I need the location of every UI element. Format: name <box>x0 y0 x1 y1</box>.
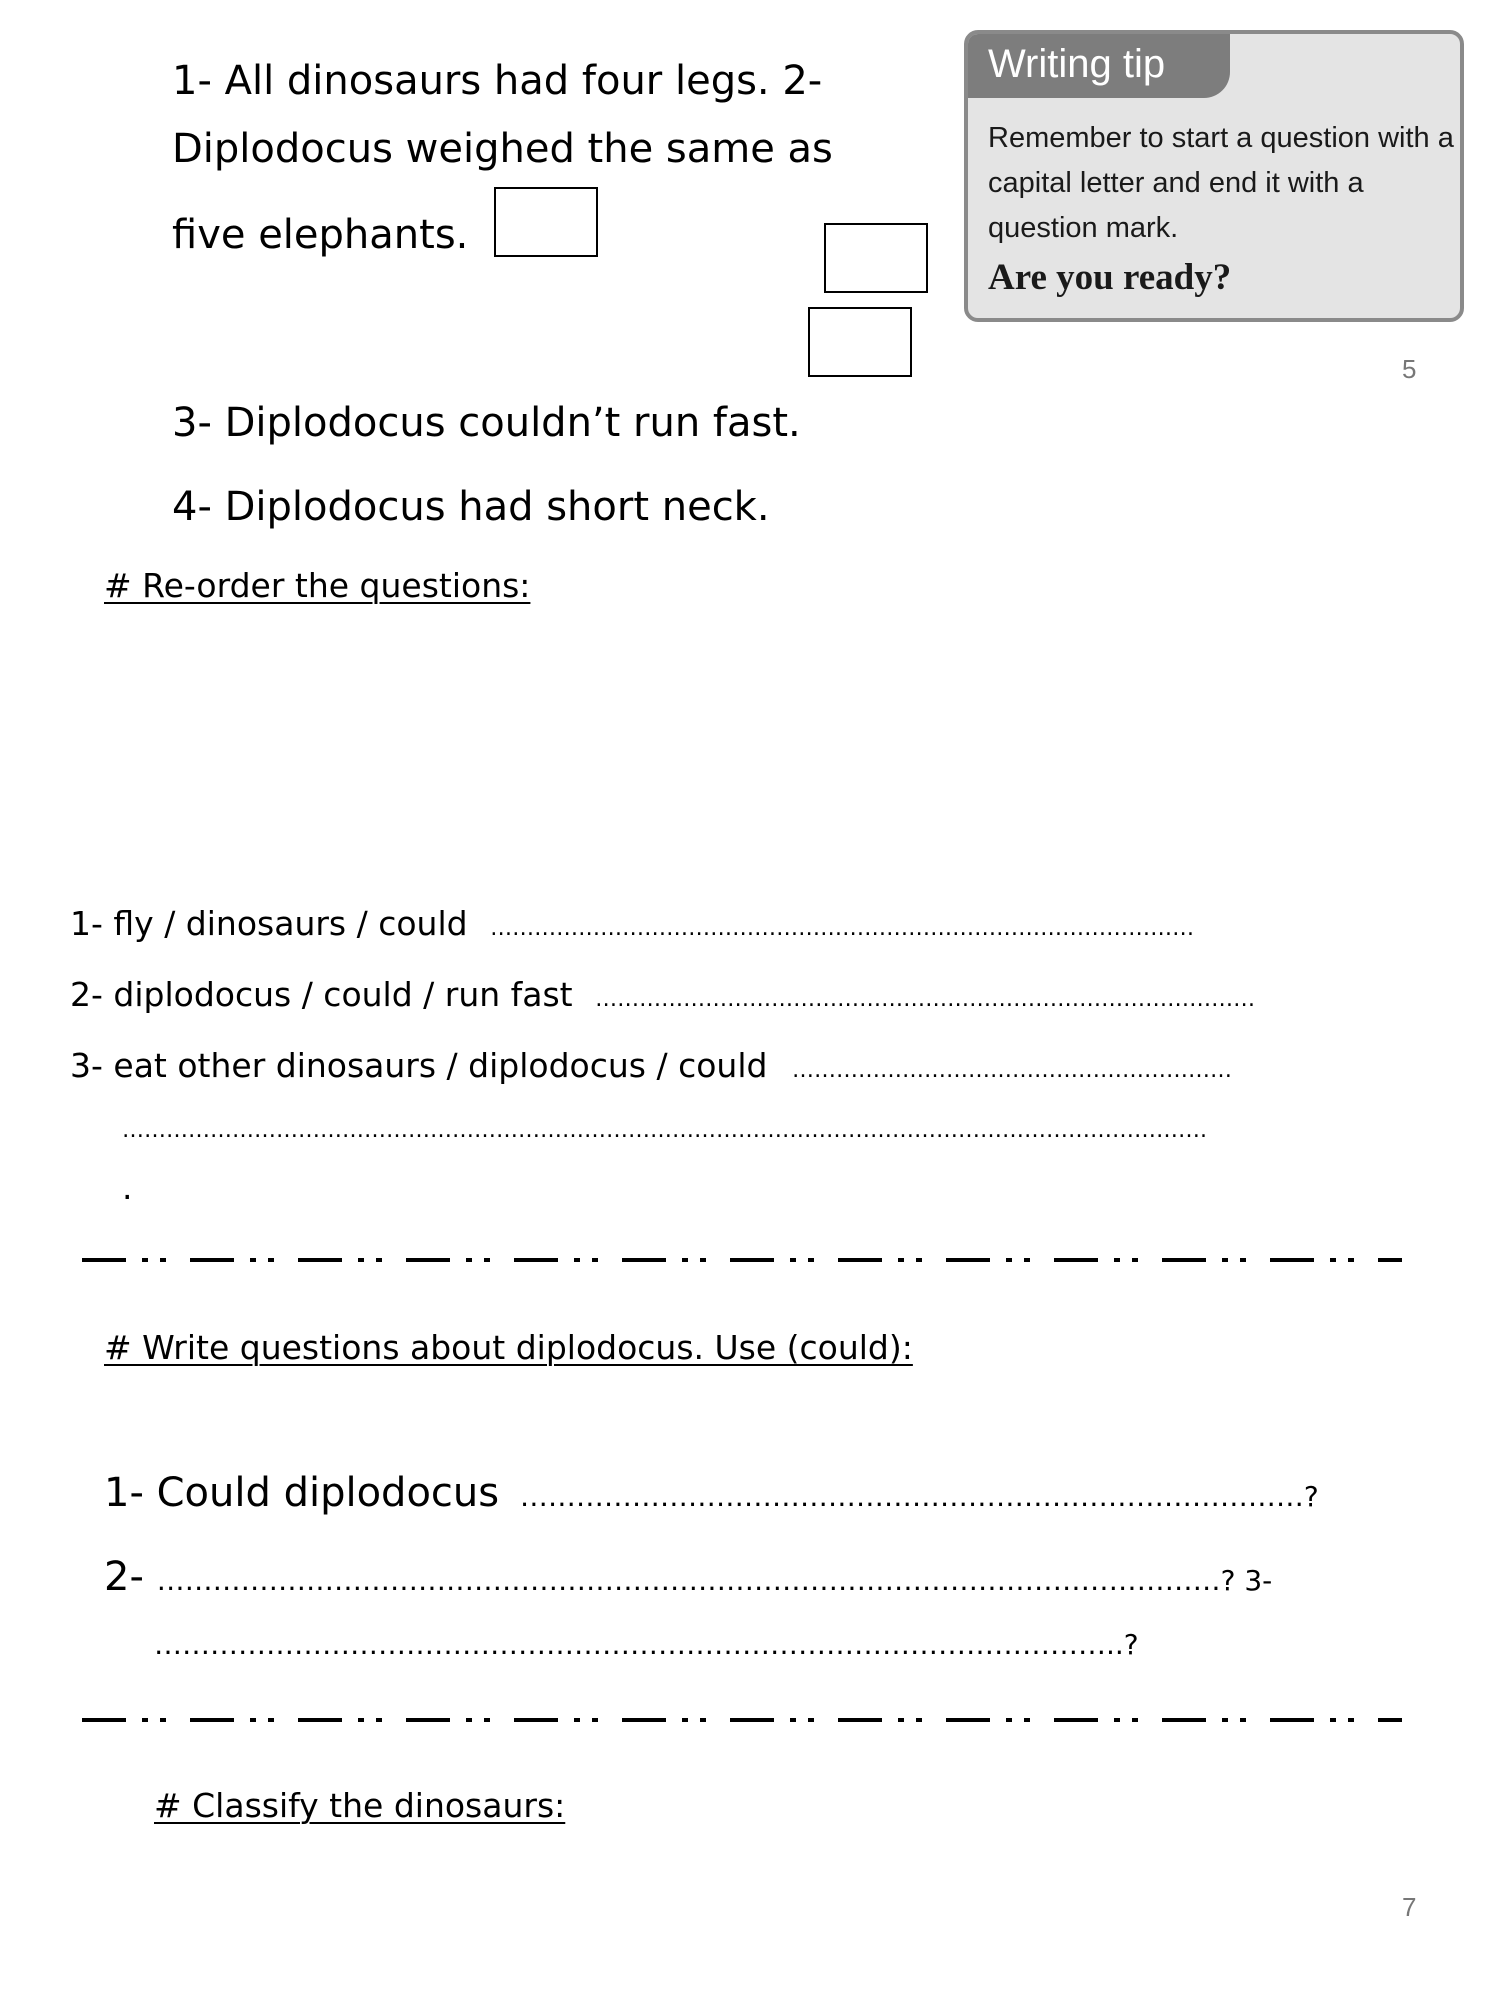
section-divider <box>82 1716 1402 1728</box>
answer-box[interactable] <box>808 307 912 377</box>
answer-line[interactable]: …………………………………………………………………………? <box>519 1480 1319 1513</box>
trailing-dot: . <box>122 1168 133 1207</box>
question-2-label: 2- <box>104 1554 144 1600</box>
statement-1-line-1: 1- All dinosaurs had four legs. 2- <box>172 58 823 104</box>
page-number: 7 <box>1402 1892 1417 1922</box>
answer-box[interactable] <box>824 223 928 293</box>
reorder-item-label: 2- diplodocus / could / run fast <box>70 975 573 1014</box>
write-questions-heading: # Write questions about diplodocus. Use (could): <box>104 1328 913 1367</box>
statement-2-line-1: Diplodocus weighed the same as <box>172 126 833 172</box>
page-number: 5 <box>1402 354 1417 384</box>
writing-tip-card <box>964 30 1464 322</box>
writing-tip-ready: Are you ready? <box>988 257 1232 298</box>
question-2 <box>104 1554 1272 1600</box>
answer-line[interactable]: …………………………………………………………………………………… <box>490 916 1195 941</box>
answer-line[interactable]: …………………………………………………… <box>791 1058 1232 1083</box>
statement-2-line-2: five elephants. <box>172 212 469 258</box>
statement-4: 4- Diplodocus had short neck. <box>172 484 770 530</box>
writing-tip-body: Remember to start a question with a capital letter and end it with a question mark. <box>988 122 1454 244</box>
answer-line[interactable]: ……………………………………………………………………………… <box>595 987 1256 1012</box>
section-divider <box>82 1256 1402 1268</box>
writing-tip-title: Writing tip <box>988 42 1166 86</box>
reorder-item-label: 1- fly / dinosaurs / could <box>70 904 468 943</box>
answer-line[interactable]: …………………………………………………………………………………………..? <box>154 1628 1139 1661</box>
answer-line[interactable]: ……………………………………………………………………………………………………? 3- <box>156 1564 1273 1597</box>
classify-heading: # Classify the dinosaurs: <box>154 1786 566 1825</box>
reorder-heading: # Re-order the questions: <box>104 566 531 605</box>
reorder-item-label: 3- eat other dinosaurs / diplodocus / could <box>70 1046 768 1085</box>
answer-box[interactable] <box>494 187 598 257</box>
statement-3: 3- Diplodocus couldn’t run fast. <box>172 400 801 446</box>
reorder-item-1 <box>70 904 1194 943</box>
answer-line[interactable]: …………………………………………………………………………………………………………………………………. <box>122 1118 1207 1143</box>
reorder-item-3 <box>70 1046 1232 1085</box>
question-1-label: 1- Could diplodocus <box>104 1470 500 1516</box>
reorder-item-2 <box>70 975 1255 1014</box>
question-1 <box>104 1470 1319 1516</box>
